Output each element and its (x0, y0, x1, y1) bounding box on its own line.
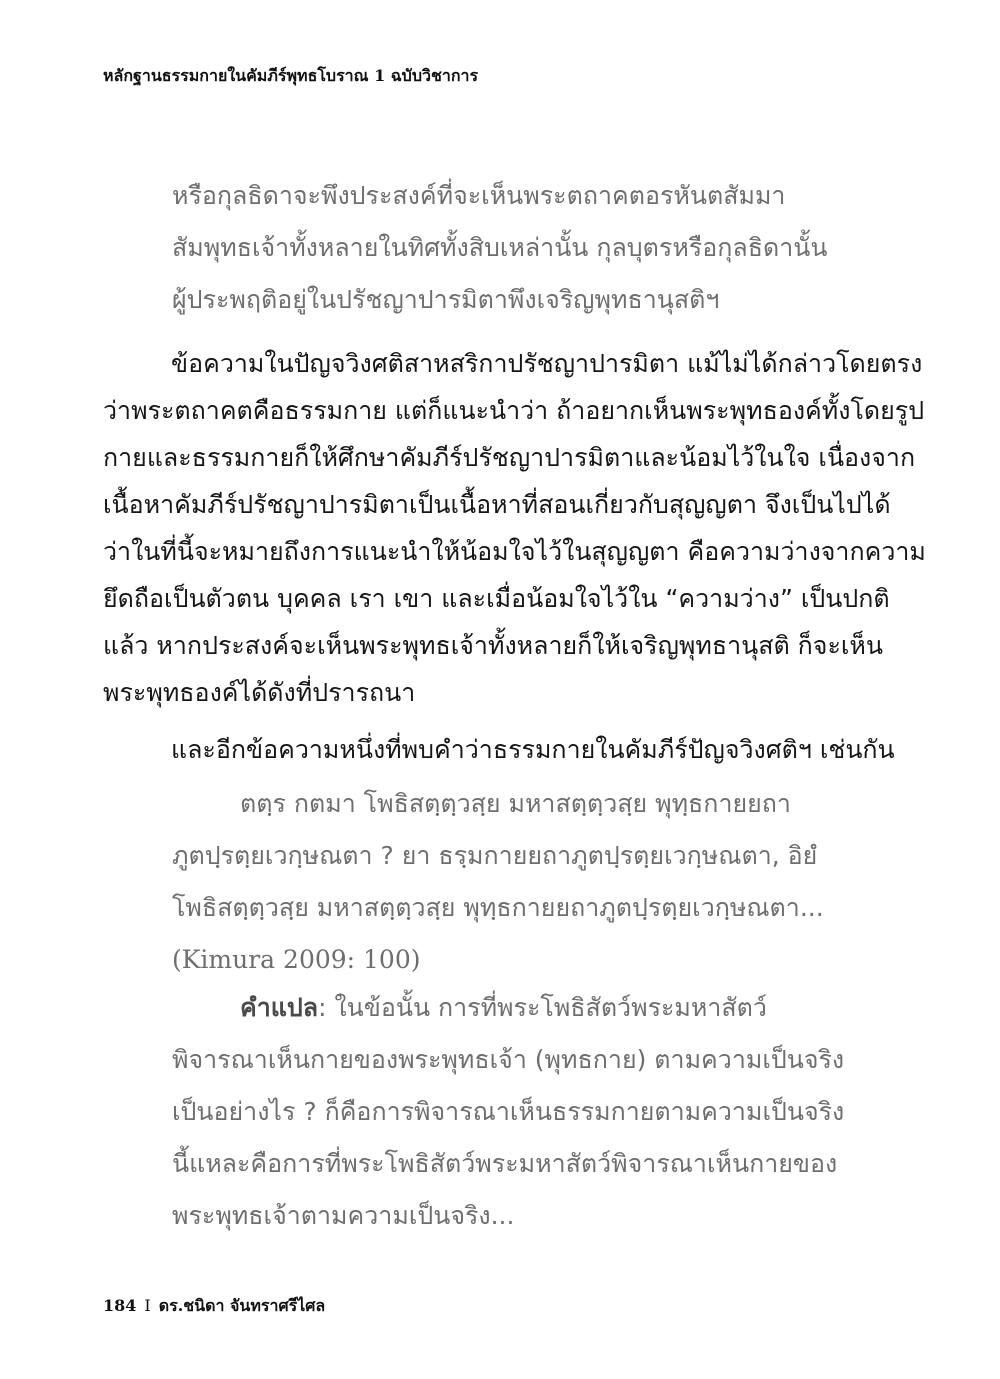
paragraph-line: กายและธรรมกายก็ให้ศึกษาคัมภีร์ปรัชญาปารมิตาและน้อมไว้ในใจ เนื่องจาก (103, 443, 916, 472)
translation-line: พระพุทธเจ้าตามความเป็นจริง... (172, 1201, 515, 1230)
pali-line: โพธิสตฺตฺวสฺย มหาสตฺตฺวสฺย พุทฺธกายยถาภูตปฺรตฺยเวกฺษณตา... (172, 893, 824, 922)
paragraph-line: เนื้อหาคัมภีร์ปรัชญาปารมิตาเป็นเนื้อหาที่สอนเกี่ยวกับสุญญตา จึงเป็นไปได้ (103, 490, 891, 519)
paragraph-line: ข้อความในปัญจวิงศติสาหสริกาปรัชญาปารมิตา แม้ไม่ได้กล่าวโดยตรง (171, 349, 923, 378)
footer-separator: I (144, 1296, 151, 1315)
pali-quote (172, 778, 824, 986)
pali-line: ภูตปฺรตฺยเวกฺษณตา ? ยา ธรฺมกายยถาภูตปฺรตฺยเวกฺษณตา, อิยํ (172, 841, 818, 870)
paragraph-line: แล้ว หากประสงค์จะเห็นพระพุทธเจ้าทั้งหลายก็ให้เจริญพุทธานุสติ ก็จะเห็น (103, 631, 883, 660)
translation-label: คำแปล (240, 993, 319, 1022)
citation: (Kimura 2009: 100) (172, 945, 421, 974)
paragraph-line: ว่าในที่นี้จะหมายถึงการแนะนำให้น้อมใจไว้ในสุญญตา คือความว่างจากความ (103, 537, 926, 566)
translation-line: พิจารณาเห็นกายของพระพุทธเจ้า (พุทธกาย) ตามความเป็นจริง (172, 1045, 845, 1074)
paragraph-line: พระพุทธองค์ได้ดังที่ปรารถนา (103, 678, 416, 707)
paragraph-line: ยึดถือเป็นตัวตน บุคคล เรา เขา และเมื่อน้อมใจไว้ใน “ความว่าง” เป็นปกติ (103, 584, 890, 613)
quote-line: สัมพุทธเจ้าทั้งหลายในทิศทั้งสิบเหล่านั้น กุลบุตรหรือกุลธิดานั้น (172, 233, 828, 262)
translation-block (172, 982, 845, 1242)
pali-line: ตตฺร กตมา โพธิสตฺตฺวสฺย มหาสตฺตฺวสฺย พุทฺธกายยถา (240, 789, 791, 818)
paragraph-line: ว่าพระตถาคตคือธรรมกาย แต่ก็แนะนำว่า ถ้าอยากเห็นพระพุทธองค์ทั้งโดยรูป (103, 396, 925, 425)
translation-text: : ในข้อนั้น การที่พระโพธิสัตว์พระมหาสัตว์ (318, 993, 767, 1022)
running-header: หลักฐานธรรมกายในคัมภีร์พุทธโบราณ 1 ฉบับวิชาการ (103, 66, 479, 85)
paragraph-line: และอีกข้อความหนึ่งที่พบคำว่าธรรมกายในคัมภีร์ปัญจวิงศติฯ เช่นกัน (171, 735, 895, 764)
page-number: 184 (103, 1296, 137, 1315)
author-name: ดร.ชนิดา จันทราศรีไศล (158, 1296, 326, 1315)
quote-line: หรือกุลธิดาจะพึงประสงค์ที่จะเห็นพระตถาคตอรหันตสัมมา (172, 181, 786, 210)
translation-first-line (172, 982, 812, 1034)
body-paragraph (103, 340, 926, 716)
quote-line: ผู้ประพฤติอยู่ในปรัชญาปารมิตาพึงเจริญพุทธานุสติฯ (172, 285, 720, 314)
translation-line: นี้แหละคือการที่พระโพธิสัตว์พระมหาสัตว์พิจารณาเห็นกายของ (172, 1149, 838, 1178)
translation-line: เป็นอย่างไร ? ก็คือการพิจารณาเห็นธรรมกายตามความเป็นจริง (172, 1097, 845, 1126)
quote-block (172, 170, 828, 326)
page-footer (103, 1294, 325, 1319)
body-paragraph-2 (103, 726, 895, 773)
